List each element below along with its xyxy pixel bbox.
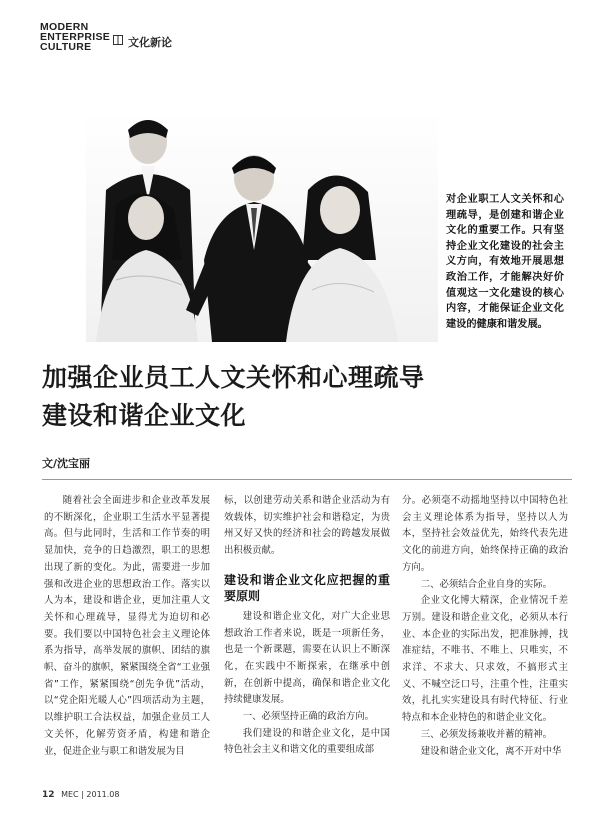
paragraph-continued: 标，以创建劳动关系和谐企业活动为有效载体，切实维护社会和谐稳定，为贵州又好又快的经济和社会的跨越发展做出积极贡献。	[224, 495, 390, 557]
title-line-2: 建设和谐企业文化	[42, 401, 247, 430]
divider-rule	[42, 479, 572, 480]
section-tag: 文化新论	[128, 36, 172, 49]
intro-blurb: 对企业职工人文关怀和心理疏导，是创建和谐企业文化的重要工作。只有坚持企业文化建设的社会主义方向，有效地开展思想政治工作，才能解决好价值观这一文化建设的核心内容，才能保证企业文化建设的健康和谐发展。	[446, 194, 564, 330]
section-marker-icon	[113, 35, 123, 45]
byline: 文/沈宝丽	[42, 457, 91, 470]
column-2	[224, 493, 390, 759]
paragraph: 建设和谐企业文化，对广大企业思想政治工作者来说，既是一项新任务，也是一个新课题，需要在认识上不断深化，在实践中不断探索，在继承中创新，在创新中提高，确保和谐企业文化持续健康发展。	[224, 610, 390, 706]
masthead-line-2: ENTERPRISE	[40, 31, 111, 43]
section-heading: 建设和谐企业文化应把握的重要原则	[224, 572, 390, 603]
staff-photo	[86, 110, 438, 342]
masthead	[40, 22, 110, 52]
title-line-1: 加强企业员工人文关怀和心理疏导	[42, 363, 425, 392]
paragraph: 一、必须坚持正确的政治方向。	[242, 711, 375, 723]
paragraph: 三、必须发扬兼收并蓄的精神。	[420, 728, 553, 740]
column-3	[402, 493, 568, 760]
paragraph: 企业文化博大精深，企业情况千差万别。建设和谐企业文化，必须从本行业、本企业的实际出发，把准脉搏，找准症结，不唯书、不唯上、只唯实，不求洋、不求大、只求效，不搞形式主义、不喊空泛口号，注重个性，注重实效，扎扎实实建设具有时代特征、行业特点和本企业特色的和谐企业文化。	[402, 595, 568, 724]
column-1	[44, 493, 210, 760]
paragraph: 建设和谐企业文化，离不开对中华	[420, 745, 562, 757]
page-number: 12	[42, 790, 55, 800]
paragraph-continued: 分。必须毫不动摇地坚持以中国特色社会主义理论体系为指导，坚持以人为本，坚持社会效益优先，始终代表先进文化的前进方向，始终保持正确的政治方向。	[402, 495, 568, 573]
paragraph: 随着社会全面进步和企业改革发展的不断深化，企业职工生活水平显著提高。但与此同时，生活和工作节奏的明显加快，竞争的日趋激烈，职工的思想出现了新的变化。为此，需要进一步加强和改进企业的思想政治工作。落实以人为本，建设和谐企业，更加注重人文关怀和心理疏导，显得尤为迫切和必要。我们要以中国特色社会主义理论体系为指导，高举发展的旗帜、团结的旗帜、奋斗的旗帜，紧紧围绕全省“工业强省”工作，紧紧围绕“创先争优”活动，以“党企阳光暖人心”四项活动为主题，以维护职工合法权益，加强企业员工人文关怀，化解劳资矛盾，构建和谐企业，促进企业与职工和谐发展为目	[44, 495, 210, 757]
masthead-line-1: MODERN	[40, 21, 89, 33]
masthead-line-3: CULTURE	[40, 41, 92, 53]
paragraph: 二、必须结合企业自身的实际。	[420, 578, 553, 590]
article-title	[42, 359, 562, 435]
page-footer	[42, 790, 119, 800]
issue-label: MEC | 2011.08	[61, 790, 120, 799]
paragraph: 我们建设的和谐企业文化，是中国特色社会主义和谐文化的重要组成部	[224, 727, 390, 756]
